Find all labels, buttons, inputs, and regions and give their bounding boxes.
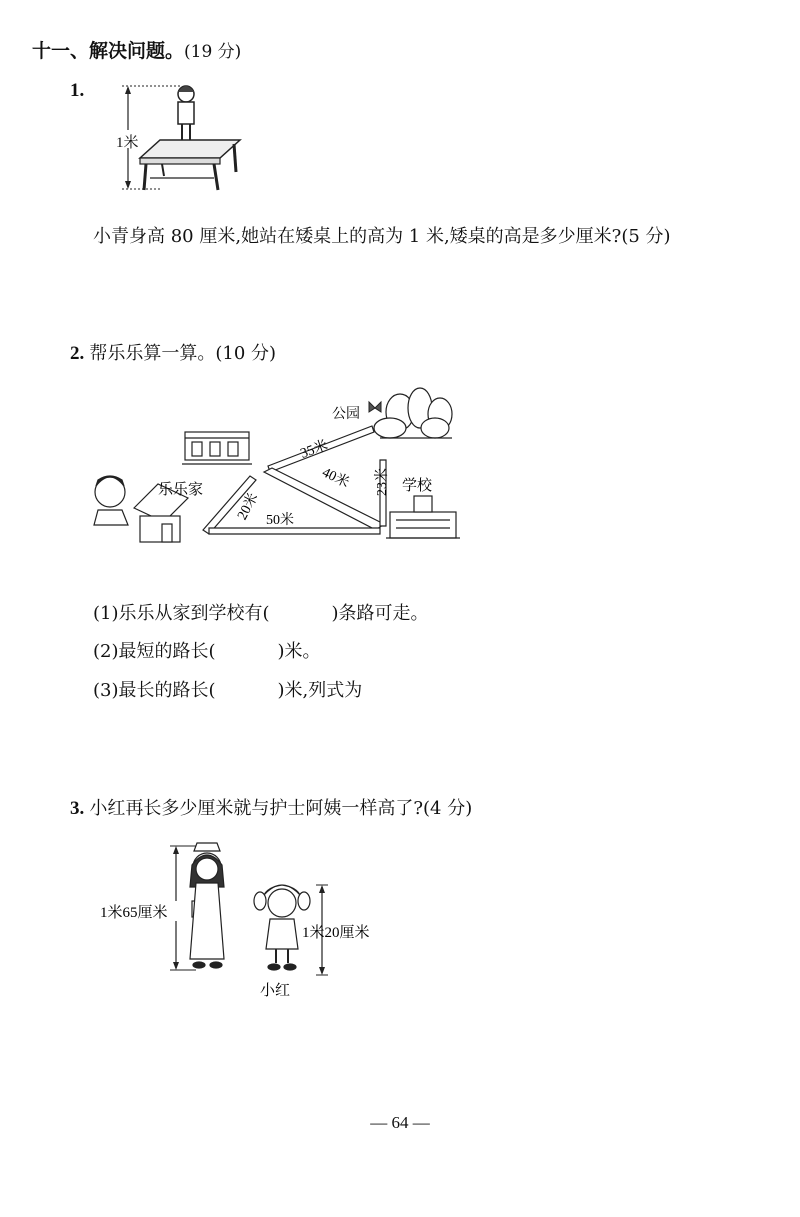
q1-number: 1. xyxy=(70,80,85,101)
section-title-text: 十一、解决问题。 xyxy=(32,40,185,62)
q3-number: 3. xyxy=(70,798,85,819)
pavilion-icon xyxy=(182,432,252,464)
girl-name-label: 小红 xyxy=(260,983,291,999)
q3-figure xyxy=(96,835,396,1010)
nurse-icon xyxy=(190,843,224,968)
q2-number: 2. xyxy=(70,343,85,364)
girl-height-label: 1米20厘米 xyxy=(302,925,370,941)
q2-route-map xyxy=(90,380,470,550)
section-title xyxy=(32,36,241,63)
q2-sub1-after: )条路可走。 xyxy=(331,603,429,624)
home-label: 乐乐家 xyxy=(158,482,204,498)
page-number: — 64 — xyxy=(370,1113,430,1132)
road-40-label: 40米 xyxy=(319,465,352,492)
section-score: (19 分) xyxy=(184,42,242,62)
road-23-label: 23米 xyxy=(375,468,390,496)
school-building-icon xyxy=(386,496,460,538)
park-label: 公园 xyxy=(332,407,360,422)
road-20-label: 20米 xyxy=(235,490,262,523)
low-table-icon xyxy=(140,140,240,190)
q2-sub2-before: (2)最短的路长( xyxy=(93,641,216,662)
road-50-label: 50米 xyxy=(266,513,294,528)
boy-icon xyxy=(94,476,128,525)
q3-title: 小红再长多少厘米就与护士阿姨一样高了?(4 分) xyxy=(89,798,473,819)
nurse-height-label: 1米65厘米 xyxy=(100,905,168,921)
q2-sub2-after: )米。 xyxy=(277,641,321,662)
q2-sub3-after: )米,列式为 xyxy=(277,680,363,701)
q2-title: 帮乐乐算一算。(10 分) xyxy=(89,343,277,364)
q2-sub1 xyxy=(93,599,429,625)
q2-heading xyxy=(70,339,276,365)
girl-on-table-icon xyxy=(178,86,194,140)
q1-text: 小青身高 80 厘米,她站在矮桌上的高为 1 米,矮桌的高是多少厘米?(5 分) xyxy=(93,226,671,247)
q1-height-label: 1米 xyxy=(116,135,139,151)
park-trees-icon xyxy=(374,388,452,438)
q2-sub3 xyxy=(93,676,362,702)
school-label: 学校 xyxy=(402,478,433,494)
butterfly-icon xyxy=(369,402,381,412)
q2-sub1-before: (1)乐乐从家到学校有( xyxy=(93,603,270,624)
q2-sub2 xyxy=(93,637,321,663)
q2-sub3-before: (3)最长的路长( xyxy=(93,680,216,701)
q3-heading xyxy=(70,794,472,820)
road-35-label: 35米 xyxy=(298,438,330,462)
